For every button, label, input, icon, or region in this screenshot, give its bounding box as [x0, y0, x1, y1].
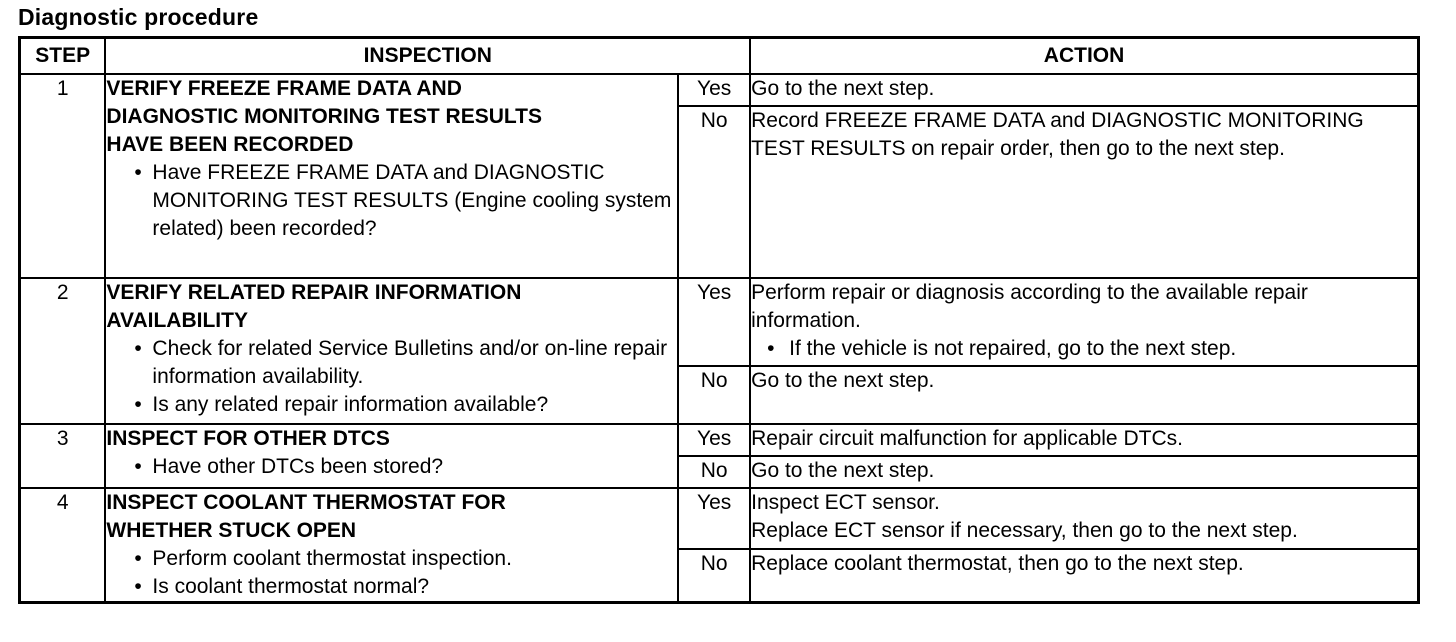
yes-action-line: Inspect ECT sensor. [751, 491, 940, 514]
inspection-title-line: HAVE BEEN RECORDED [106, 133, 354, 156]
inspection-bullet: • Is coolant thermostat normal? [134, 573, 677, 601]
inspection-bullet: • Perform coolant thermostat inspection. [134, 545, 677, 573]
table-row [20, 488, 1419, 549]
step-number: 3 [20, 424, 106, 488]
inspection-cell [105, 424, 678, 488]
header-step: STEP [20, 38, 106, 75]
page-title: Diagnostic procedure [18, 4, 259, 30]
step-number: 2 [20, 278, 106, 424]
inspection-title-line: INSPECT FOR OTHER DTCS [106, 427, 390, 450]
inspection-bullets [106, 545, 677, 601]
diagnostic-procedure-table [18, 36, 1420, 604]
inspection-title [106, 489, 677, 545]
no-label: No [678, 366, 750, 424]
inspection-bullet: • Check for related Service Bulletins and/or on-line repair information availability. [134, 335, 677, 391]
action-bullets [751, 335, 1417, 363]
table-row [20, 74, 1419, 106]
inspection-title-line: INSPECT COOLANT THERMOSTAT FOR [106, 491, 506, 514]
inspection-title-line: VERIFY FREEZE FRAME DATA AND [106, 77, 462, 100]
action-bullet: • If the vehicle is not repaired, go to the next step. [765, 335, 1417, 363]
no-label: No [678, 549, 750, 602]
inspection-bullet: • Is any related repair information available? [134, 391, 677, 419]
inspection-bullets [106, 453, 677, 481]
inspection-cell [105, 74, 678, 278]
yes-action-cell [750, 278, 1418, 366]
table-row [20, 278, 1419, 366]
inspection-title [106, 425, 677, 453]
no-action: Record FREEZE FRAME DATA and DIAGNOSTIC MONITORING TEST RESULTS on repair order, then go to the next step. [750, 106, 1418, 278]
inspection-bullets [106, 335, 677, 419]
yes-label: Yes [678, 488, 750, 549]
step-number: 1 [20, 74, 106, 278]
yes-action-line: Replace ECT sensor if necessary, then go to the next step. [751, 519, 1298, 542]
inspection-bullet: • Have other DTCs been stored? [134, 453, 677, 481]
no-action: Go to the next step. [750, 456, 1418, 488]
inspection-bullet: • Have FREEZE FRAME DATA and DIAGNOSTIC MONITORING TEST RESULTS (Engine cooling system related) been recorded? [134, 159, 677, 243]
no-label: No [678, 456, 750, 488]
table-header-row [20, 38, 1419, 75]
yes-action-cell [750, 488, 1418, 549]
header-inspection: INSPECTION [105, 38, 750, 75]
inspection-title [106, 279, 677, 335]
yes-action: Go to the next step. [750, 74, 1418, 106]
step-number: 4 [20, 488, 106, 603]
inspection-cell [105, 278, 678, 424]
no-label: No [678, 106, 750, 278]
inspection-cell [105, 488, 678, 603]
yes-label: Yes [678, 278, 750, 366]
no-action: Replace coolant thermostat, then go to the next step. [750, 549, 1418, 602]
inspection-title [106, 75, 677, 159]
table-row [20, 424, 1419, 456]
inspection-title-line: VERIFY RELATED REPAIR INFORMATION [106, 281, 522, 304]
header-action: ACTION [750, 38, 1418, 75]
inspection-title-line: WHETHER STUCK OPEN [106, 519, 357, 542]
no-action: Go to the next step. [750, 366, 1418, 424]
inspection-bullets [106, 159, 677, 243]
yes-label: Yes [678, 74, 750, 106]
yes-action: Repair circuit malfunction for applicable DTCs. [750, 424, 1418, 456]
yes-label: Yes [678, 424, 750, 456]
inspection-title-line: DIAGNOSTIC MONITORING TEST RESULTS [106, 105, 542, 128]
yes-action: Perform repair or diagnosis according to the available repair information. [751, 281, 1308, 332]
inspection-title-line: AVAILABILITY [106, 309, 248, 332]
